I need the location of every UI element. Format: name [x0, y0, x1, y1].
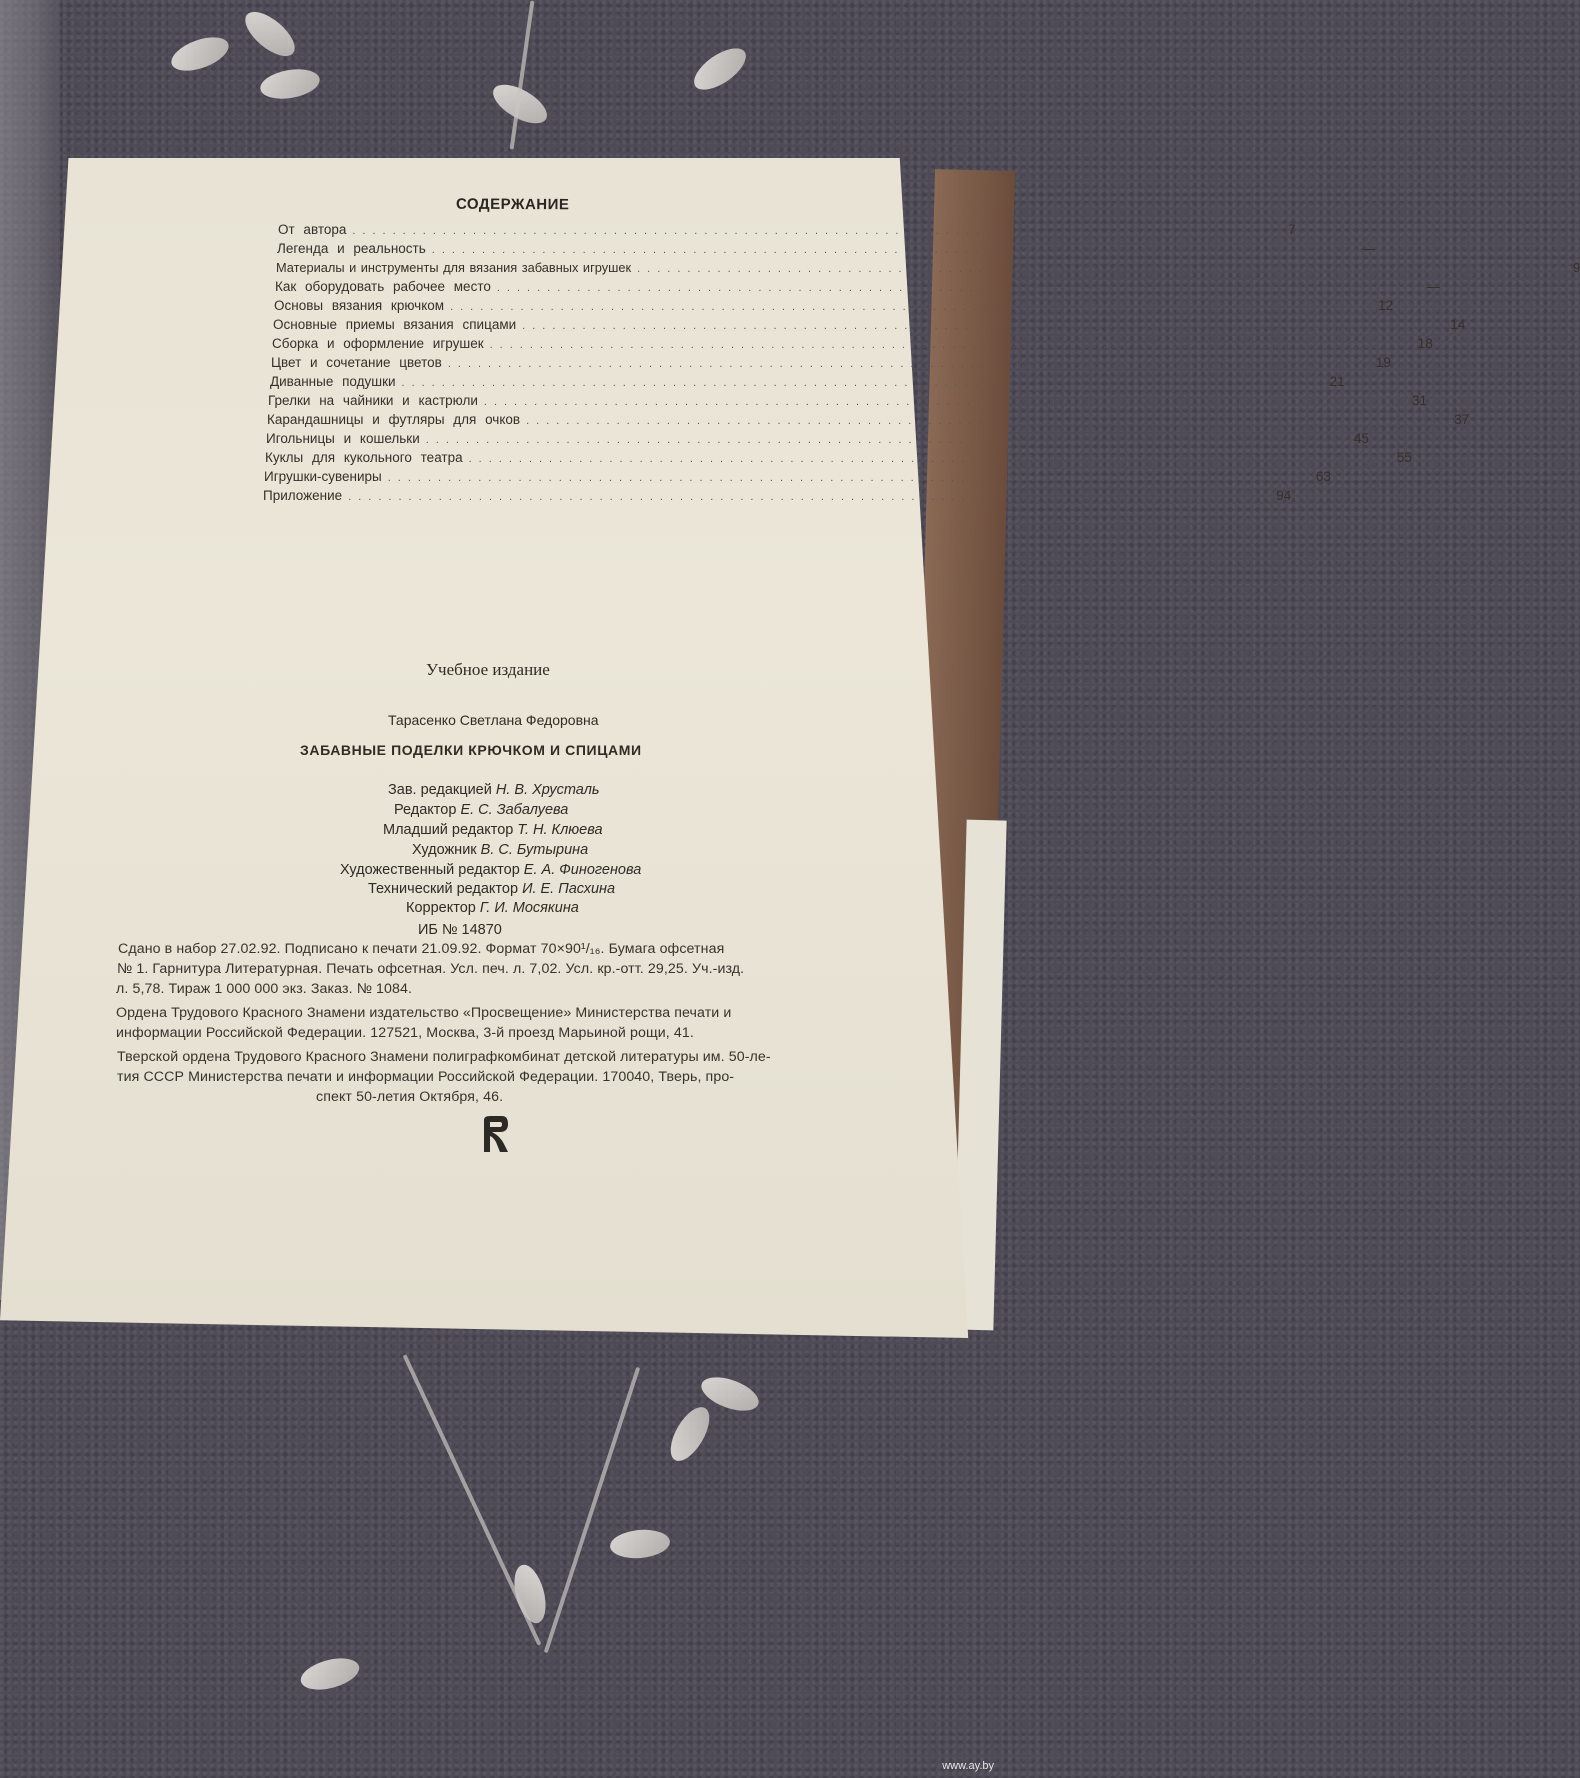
- toc-item-page: 94: [1276, 488, 1292, 503]
- author-name: Тарасенко Светлана Федоровна: [388, 712, 599, 728]
- credit-role: Зав. редакцией: [388, 782, 492, 798]
- publisher-logo-icon: [478, 1112, 514, 1156]
- toc-item: Карандашницы и футляры для очков ........................................................................................... 37: [267, 412, 1470, 427]
- credit-role: Корректор: [406, 900, 476, 916]
- credit-role: Младший редактор: [383, 822, 514, 838]
- imprint-line: Тверской ордена Трудового Красного Знамени полиграфкомбинат детской литературы им. 50-ле-: [117, 1049, 771, 1065]
- credit-role: Технический редактор: [368, 881, 519, 897]
- toc-item-title: Сборка и оформление игрушек: [272, 336, 484, 351]
- toc-item-page: 45: [1353, 431, 1369, 446]
- book-title: ЗАБАВНЫЕ ПОДЕЛКИ КРЮЧКОМ И СПИЦАМИ: [300, 742, 642, 758]
- imprint-line: Сдано в набор 27.02.92. Подписано к печати 21.09.92. Формат 70×90¹/₁₆. Бумага офсетная: [118, 941, 725, 957]
- credit-role: Художественный редактор: [340, 862, 520, 878]
- toc-item-title: Игольницы и кошельки: [266, 431, 420, 446]
- toc-item-page: 7: [1287, 222, 1296, 237]
- ib-number: ИБ № 14870: [418, 922, 502, 938]
- credit-person: В. С. Бутырина: [480, 842, 589, 858]
- imprint-line: тия СССР Министерства печати и информации Российской Федерации. 170040, Тверь, про-: [117, 1069, 735, 1085]
- credit-role: Художник: [412, 842, 477, 858]
- toc-item: Легенда и реальность ........................................................................................... —: [277, 241, 1375, 256]
- toc-item-page: —: [1426, 279, 1440, 294]
- toc-item-page: 21: [1329, 374, 1345, 389]
- toc-item-page: 9: [1573, 260, 1580, 275]
- toc-item: Основы вязания крючком ........................................................................................... 12: [274, 298, 1394, 313]
- toc-item: Материалы и инструменты для вязания забавных игрушек ........................................................................................... 9: [276, 260, 1580, 275]
- credit-line: [383, 822, 603, 838]
- toc-item-title: Диванные подушки: [270, 374, 396, 389]
- credit-line: [412, 842, 588, 858]
- toc-item: Сборка и оформление игрушек ........................................................................................... 18: [272, 336, 1433, 351]
- watermark: www.ay.by: [942, 1760, 994, 1772]
- credit-role: Редактор: [394, 802, 457, 818]
- credit-line: [394, 802, 568, 818]
- imprint-line: л. 5,78. Тираж 1 000 000 экз. Заказ. № 1084.: [116, 981, 413, 997]
- imprint-line: информации Российской Федерации. 127521, Москва, 3-й проезд Марьиной рощи, 41.: [116, 1025, 694, 1041]
- toc-item-page: 14: [1450, 317, 1466, 332]
- credit-person: Г. И. Мосякина: [479, 900, 579, 916]
- edition-type: Учебное издание: [426, 660, 550, 679]
- toc-item-title: Карандашницы и футляры для очков: [267, 412, 521, 427]
- toc-item-page: 31: [1411, 393, 1428, 408]
- toc-item: Как оборудовать рабочее место ........................................................................................... —: [275, 279, 1440, 294]
- toc-item: Игольницы и кошельки ........................................................................................... 45: [266, 431, 1369, 446]
- credit-person: Е. А. Финогенова: [523, 862, 642, 878]
- toc-item: От автора ........................................................................................... 7: [278, 222, 1296, 237]
- toc-item-page: 63: [1315, 469, 1331, 484]
- toc-item-title: Игрушки-сувениры: [264, 469, 382, 484]
- imprint-line: спект 50-летия Октября, 46.: [316, 1089, 504, 1105]
- credit-person: И. Е. Пасхина: [522, 881, 616, 897]
- credit-line: [406, 900, 579, 916]
- imprint-line: № 1. Гарнитура Литературная. Печать офсетная. Усл. печ. л. 7,02. Усл. кр.-отт. 29,25. Уч.-изд.: [117, 961, 745, 977]
- toc-item-title: От автора: [278, 222, 347, 237]
- imprint-line: Ордена Трудового Красного Знамени издательство «Просвещение» Министерства печати и: [116, 1005, 732, 1021]
- toc-item-title: Основные приемы вязания спицами: [273, 317, 517, 332]
- toc-item: Грелки на чайники и кастрюли ........................................................................................... 31: [268, 393, 1428, 408]
- credit-line: [388, 782, 600, 798]
- credit-person: Е. С. Забалуева: [460, 802, 569, 818]
- toc-item: Приложение ........................................................................................... 94: [263, 488, 1292, 503]
- toc-item-page: 37: [1454, 412, 1470, 427]
- credit-line: [340, 862, 641, 878]
- toc-item: Диванные подушки ........................................................................................... 21: [270, 374, 1345, 389]
- toc-item-page: 18: [1417, 336, 1433, 351]
- toc-item-title: Как оборудовать рабочее место: [275, 279, 491, 294]
- toc-item: Цвет и сочетание цветов ........................................................................................... 19: [271, 355, 1391, 370]
- toc-item-title: Легенда и реальность: [277, 241, 426, 256]
- toc-item-title: Материалы и инструменты для вязания забавных игрушек: [276, 260, 632, 275]
- toc-item-title: Приложение: [263, 488, 343, 503]
- toc-item: Основные приемы вязания спицами ........................................................................................... 14: [273, 317, 1466, 332]
- toc-item-title: Грелки на чайники и кастрюли: [268, 393, 478, 408]
- credit-person: Т. Н. Клюева: [517, 822, 603, 838]
- toc-item-title: Цвет и сочетание цветов: [271, 355, 442, 370]
- toc-item-page: 19: [1375, 355, 1391, 370]
- credit-line: [368, 881, 615, 897]
- toc-item-page: 55: [1396, 450, 1412, 465]
- credit-person: Н. В. Хрусталь: [495, 782, 600, 798]
- toc-item-title: Куклы для кукольного театра: [265, 450, 463, 465]
- toc-title: СОДЕРЖАНИЕ: [455, 195, 570, 214]
- toc-item-page: 12: [1378, 298, 1394, 313]
- toc-item-title: Основы вязания крючком: [274, 298, 445, 313]
- toc-item: Игрушки-сувениры ........................................................................................... 63: [264, 469, 1331, 484]
- toc-item: Куклы для кукольного театра ........................................................................................... 55: [265, 450, 1412, 465]
- toc-item-page: —: [1361, 241, 1375, 256]
